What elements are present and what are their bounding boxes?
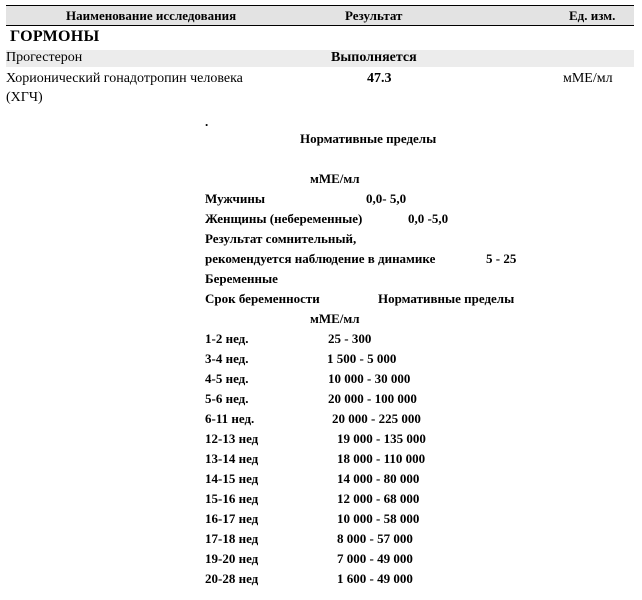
women-label: Женщины (небеременные) [205,211,363,226]
week-term: 4-5 нед. [205,371,249,386]
header-name: Наименование исследования [66,8,237,23]
limits-header: Нормативные пределы [378,291,515,306]
dot-marker: . [205,114,209,129]
week-term: 20-28 нед [205,571,259,586]
week-term: 5-6 нед. [205,391,249,406]
women-value: 0,0 -5,0 [408,211,449,226]
week-range: 18 000 - 110 000 [337,451,426,466]
pregnant-label: Беременные [205,271,278,286]
week-term: 3-4 нед. [205,351,249,366]
week-range: 8 000 - 57 000 [337,531,413,546]
reference-unit: мМЕ/мл [310,171,360,186]
reference-title: Нормативные пределы [300,131,437,146]
week-term: 6-11 нед. [205,411,255,426]
week-term: 12-13 нед [205,431,259,446]
row-result: 47.3 [367,71,392,86]
table-row [6,50,634,67]
reference-unit-2: мМЕ/мл [310,311,360,326]
table-header [6,5,634,26]
row-name-line1: Хорионический гонадотропин человека [6,71,243,86]
row-name-line2: (ХГЧ) [6,90,43,105]
week-range: 19 000 - 135 000 [337,431,426,446]
week-range: 20 000 - 100 000 [328,391,417,406]
row-name: Прогестерон [6,50,83,65]
week-range: 1 600 - 49 000 [337,571,413,586]
week-range: 10 000 - 58 000 [337,511,420,526]
men-label: Мужчины [205,191,265,206]
week-term: 13-14 нед [205,451,259,466]
week-range: 1 500 - 5 000 [327,351,397,366]
week-range: 7 000 - 49 000 [337,551,413,566]
week-range: 20 000 - 225 000 [332,411,421,426]
header-result: Результат [345,8,403,23]
men-value: 0,0- 5,0 [366,191,407,206]
doubtful-value: 5 - 25 [486,251,517,266]
week-range: 12 000 - 68 000 [337,491,420,506]
week-term: 15-16 нед [205,491,259,506]
week-term: 16-17 нед [205,511,259,526]
doubtful-line2: рекомендуется наблюдение в динамике [205,251,436,266]
week-range: 25 - 300 [328,331,372,346]
week-term: 19-20 нед [205,551,259,566]
table-row [6,71,634,109]
doubtful-line1: Результат сомнительный, [205,231,357,246]
row-unit: мМЕ/мл [563,71,613,86]
row-result: Выполняется [331,50,417,65]
term-header: Срок беременности [205,291,320,306]
section-title: ГОРМОНЫ [10,28,100,45]
week-term: 1-2 нед. [205,331,249,346]
header-unit: Ед. изм. [569,8,616,23]
week-range: 10 000 - 30 000 [328,371,411,386]
week-term: 14-15 нед [205,471,259,486]
week-term: 17-18 нед [205,531,259,546]
week-range: 14 000 - 80 000 [337,471,420,486]
